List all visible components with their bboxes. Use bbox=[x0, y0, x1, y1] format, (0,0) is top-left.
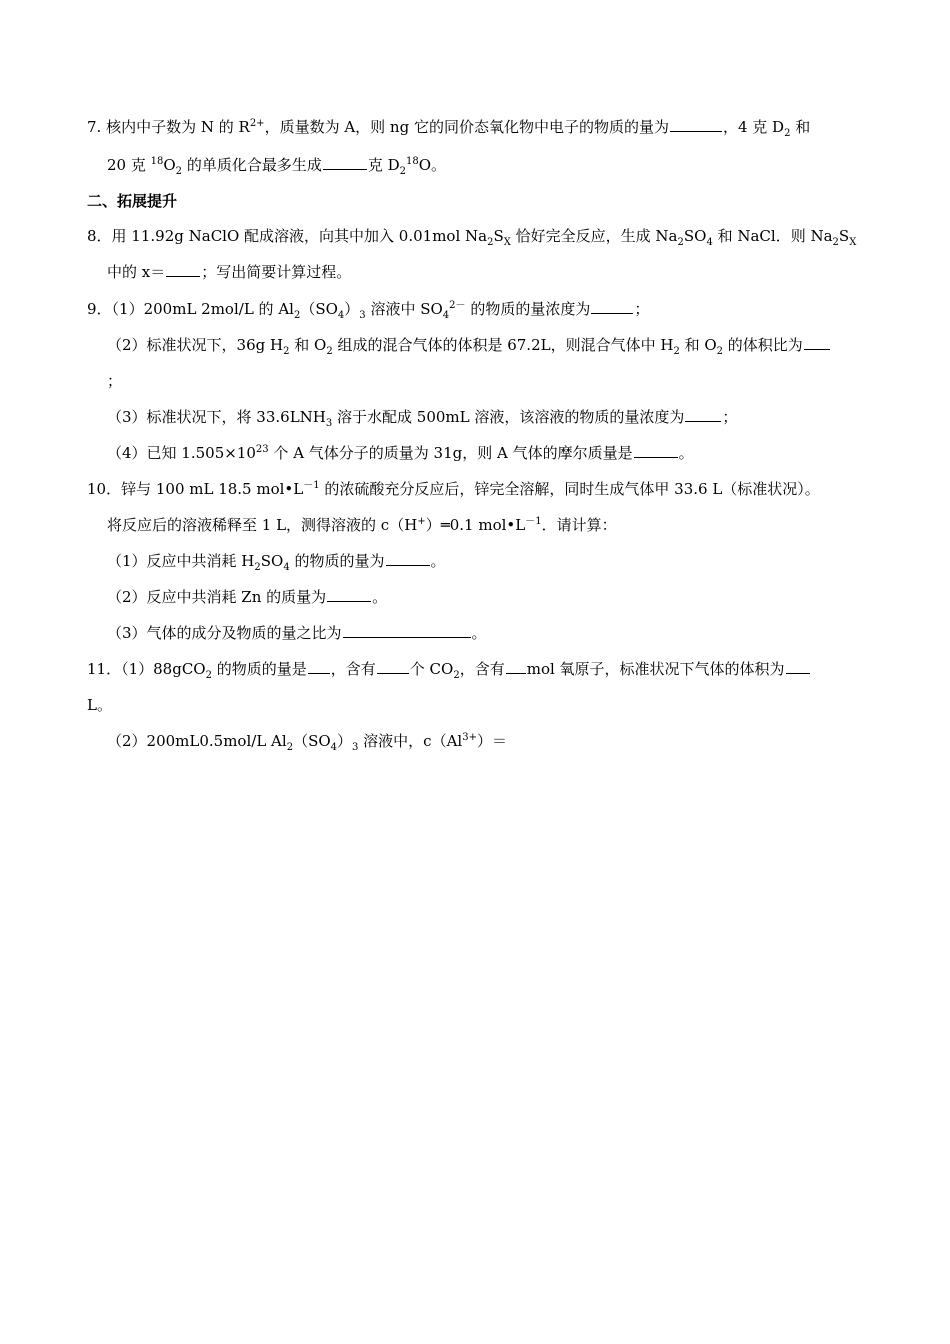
answer-blank bbox=[377, 658, 409, 674]
subscript: 2 bbox=[399, 166, 406, 177]
text-run: S bbox=[493, 227, 504, 245]
subscript: 3 bbox=[359, 310, 366, 321]
text-run: mol 氧原子，标准状况下气体的体积为 bbox=[526, 660, 785, 678]
text-run: 10．锌与 100 mL 18.5 mol•L bbox=[87, 480, 304, 498]
q9-part-2-line-1 bbox=[107, 334, 831, 356]
text-run: （3）标准状况下，将 33.6LNH bbox=[107, 408, 326, 426]
text-run: 的物质的量是 bbox=[211, 660, 307, 678]
answer-blank bbox=[308, 658, 330, 674]
answer-blank bbox=[591, 298, 633, 314]
subscript: X bbox=[503, 237, 511, 248]
text-run: 和 O bbox=[289, 336, 327, 354]
text-run: ）＝ bbox=[476, 732, 507, 750]
q10-line-1 bbox=[87, 478, 820, 500]
q10-line-2 bbox=[107, 514, 617, 536]
q10-part-1 bbox=[107, 550, 446, 572]
text-run: （4）已知 1.505×10 bbox=[107, 444, 256, 462]
text-run: ；写出简要计算过程。 bbox=[201, 263, 352, 281]
text-run: 7. 核内中子数为 N 的 R bbox=[87, 118, 250, 136]
q11-part-2 bbox=[107, 730, 507, 752]
text-run: 20 克 bbox=[107, 156, 151, 174]
text-run: 的物质的量为 bbox=[289, 552, 385, 570]
subscript: X bbox=[849, 237, 857, 248]
text-run: 溶于水配成 500mL 溶液，该溶液的物质的量浓度为 bbox=[332, 408, 685, 426]
text-run: 11．（1）88gCO bbox=[87, 660, 206, 678]
text-run: 。 bbox=[471, 624, 487, 642]
superscript: －1 bbox=[303, 480, 320, 491]
subscript: 2 bbox=[453, 670, 460, 681]
subscript: 2 bbox=[832, 237, 839, 248]
answer-blank bbox=[804, 334, 830, 350]
subscript: 4 bbox=[706, 237, 713, 248]
text-run: 溶液中，c（Al bbox=[358, 732, 463, 750]
text-run: ） bbox=[344, 300, 360, 318]
answer-blank bbox=[786, 658, 810, 674]
subscript: 3 bbox=[325, 418, 333, 429]
answer-blank bbox=[670, 116, 722, 132]
superscript: －1 bbox=[525, 516, 542, 527]
text-run: 克 D bbox=[367, 156, 400, 174]
text-run: 的浓硫酸充分反应后，锌完全溶解，同时生成气体甲 33.6 L（标准状况）。 bbox=[319, 480, 820, 498]
text-run: （2）反应中共消耗 Zn 的质量为 bbox=[107, 588, 327, 606]
text-run: SO bbox=[683, 227, 707, 245]
text-run: 。 bbox=[678, 444, 694, 462]
subscript: 2 bbox=[677, 237, 684, 248]
answer-blank bbox=[343, 622, 471, 638]
q7-line-1 bbox=[87, 116, 810, 138]
subscript: 2 bbox=[293, 310, 301, 321]
q7-line-2 bbox=[107, 154, 446, 176]
text-run: （2）200mL0.5mol/L Al bbox=[107, 732, 287, 750]
text-run: 组成的混合气体的体积是 67.2L，则混合气体中 H bbox=[332, 336, 674, 354]
text-run: 的单质化合最多生成 bbox=[182, 156, 322, 174]
q9-part-3 bbox=[107, 406, 737, 428]
text-run: ； bbox=[107, 372, 123, 390]
text-run: 和 bbox=[790, 118, 811, 136]
text-run: ） bbox=[337, 732, 353, 750]
text-run: 8．用 11.92g NaClO 配成溶液，向其中加入 0.01mol Na bbox=[87, 227, 488, 245]
q11-part-1-line-2 bbox=[87, 694, 112, 716]
q10-part-3 bbox=[107, 622, 487, 644]
answer-blank bbox=[685, 406, 721, 422]
superscript: 18 bbox=[150, 156, 164, 167]
answer-blank bbox=[634, 442, 678, 458]
answer-blank bbox=[506, 658, 526, 674]
subscript: 4 bbox=[442, 310, 450, 321]
text-run: 和 NaCl．则 Na bbox=[712, 227, 833, 245]
text-run: （1）反应中共消耗 H bbox=[107, 552, 255, 570]
subscript: 2 bbox=[283, 346, 290, 357]
superscript: 2+ bbox=[249, 118, 265, 129]
subscript: 2 bbox=[205, 670, 212, 681]
text-run: 。 bbox=[372, 588, 388, 606]
text-run: O。 bbox=[418, 156, 447, 174]
superscript: 2－ bbox=[449, 300, 466, 311]
subscript: 3 bbox=[352, 742, 359, 753]
text-run: 个 A 气体分子的质量为 31g，则 A 气体的摩尔质量是 bbox=[268, 444, 633, 462]
q8-line-1 bbox=[87, 225, 856, 247]
text-run: 溶液中 SO bbox=[365, 300, 443, 318]
text-run: 将反应后的溶液稀释至 1 L，测得溶液的 c（H bbox=[107, 516, 418, 534]
superscript: 3+ bbox=[462, 732, 477, 743]
text-run: 恰好完全反应，生成 Na bbox=[510, 227, 678, 245]
text-run: （3）气体的成分及物质的量之比为 bbox=[107, 624, 342, 642]
q11-part-1-line-1 bbox=[87, 658, 811, 680]
text-run: （2）标准状况下，36g H bbox=[107, 336, 284, 354]
text-run: 9．（1）200mL 2mol/L 的 Al bbox=[87, 300, 294, 318]
text-run: ）═0.1 mol•L bbox=[425, 516, 526, 534]
text-run: 。 bbox=[430, 552, 446, 570]
text-run: 中的 x＝ bbox=[107, 263, 166, 281]
text-run: ； bbox=[634, 300, 650, 318]
subscript: 2 bbox=[784, 128, 791, 139]
q9-part-4 bbox=[107, 442, 694, 464]
text-run: （SO bbox=[300, 300, 338, 318]
text-run: ，质量数为 A，则 ng 它的同价态氧化物中电子的物质的量为 bbox=[264, 118, 669, 136]
answer-blank bbox=[386, 550, 430, 566]
answer-blank bbox=[166, 261, 200, 277]
text-run: 和 O bbox=[679, 336, 717, 354]
q10-part-2 bbox=[107, 586, 387, 608]
text-run: ，含有 bbox=[330, 660, 376, 678]
q9-part-1 bbox=[87, 298, 649, 320]
subscript: 2 bbox=[487, 237, 494, 248]
text-run: 的物质的量浓度为 bbox=[465, 300, 591, 318]
text-run: S bbox=[838, 227, 850, 245]
text-run: 的体积比为 bbox=[723, 336, 803, 354]
answer-blank bbox=[323, 154, 367, 170]
subscript: 2 bbox=[175, 166, 183, 177]
text-run: ，4 克 D bbox=[722, 118, 785, 136]
subscript: 4 bbox=[337, 310, 345, 321]
text-run: O bbox=[163, 156, 176, 174]
q8-line-2 bbox=[107, 261, 351, 283]
text-run: ．请计算： bbox=[541, 516, 617, 534]
subscript: 2 bbox=[673, 346, 680, 357]
text-run: 二、拓展提升 bbox=[87, 192, 178, 210]
q9-part-2-line-2 bbox=[107, 370, 122, 392]
subscript: 2 bbox=[326, 346, 333, 357]
superscript: 23 bbox=[255, 444, 269, 455]
text-run: （SO bbox=[293, 732, 331, 750]
subscript: 2 bbox=[286, 742, 294, 753]
superscript: + bbox=[417, 516, 426, 527]
subscript: 4 bbox=[283, 562, 290, 573]
section-2-heading bbox=[87, 190, 177, 212]
text-run: SO bbox=[260, 552, 284, 570]
subscript: 4 bbox=[330, 742, 338, 753]
answer-blank bbox=[327, 586, 371, 602]
text-run: ； bbox=[722, 408, 738, 426]
text-run: ，含有 bbox=[459, 660, 505, 678]
text-run: L。 bbox=[87, 696, 112, 714]
superscript: 18 bbox=[406, 156, 419, 167]
text-run: 个 CO bbox=[409, 660, 454, 678]
subscript: 2 bbox=[716, 346, 724, 357]
subscript: 2 bbox=[254, 562, 261, 573]
